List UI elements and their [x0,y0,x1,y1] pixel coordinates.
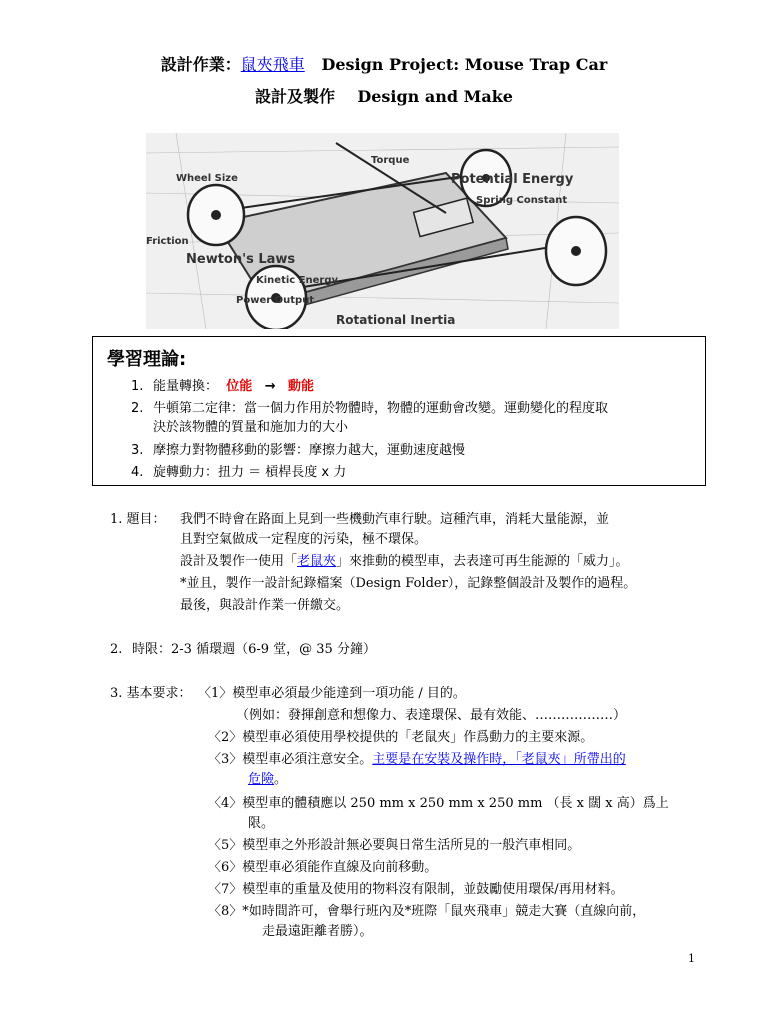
title-cn: 設計作業： [160,55,241,74]
theory-item-text: 能量轉換： [153,379,219,394]
topic-line-2: 且對空氣做成一定程度的污染，極不環保。 [180,532,428,547]
subtitle-cn: 設計及製作 [255,87,336,106]
requirement-3-text: 〈3〉模型車必須注意安全。 [208,752,373,767]
theory-item-number: 2. [131,401,144,416]
page-number: 1 [688,952,695,965]
label-wheel-size: Wheel Size [176,173,238,184]
sketch-svg [146,133,619,329]
label-friction: Friction [146,236,189,247]
potential-energy-term: 位能 [226,379,253,394]
requirement-1-example: （例如：發揮創意和想像力、表達環保、最有效能、………………） [236,708,627,723]
theory-item-text: 牛頓第二定律：當一個力作用於物體時，物體的運動會改變。運動變化的程度取 [153,401,609,416]
requirement-4: 〈4〉模型車的體積應以 250 mm x 250 mm x 250 mm （長 x 闊 x 高）爲上 [208,796,669,811]
section-1-label: 1. 題目： [110,512,166,527]
kinetic-energy-term: 動能 [288,379,315,394]
subtitle-en: Design and Make [357,87,513,106]
label-power-output: Power Output [236,295,315,306]
topic-line-3-end: 」來推動的模型車，去表達可再生能源的「威力」。 [336,554,629,569]
learning-theory-box [92,336,706,486]
section-2-label: 2. [110,642,123,657]
arrow-right-icon: → [264,379,276,394]
topic-line-3-start: 設計及製作一使用「 [180,554,298,569]
time-limit-text: 時限：2-3 循環週（6-9 堂，@ 35 分鐘） [132,642,376,657]
page-subtitle [0,84,768,107]
danger-link[interactable]: 危險 [248,772,275,787]
theory-item-number: 3. [131,443,144,458]
topic-line-5: 最後，與設計作業一併繳交。 [180,598,350,613]
theory-item-text-cont: 決於該物體的質量和施加力的大小 [153,420,349,435]
requirement-1: 〈1〉模型車必須最少能達到一項功能 / 目的。 [198,686,466,701]
requirement-2: 〈2〉模型車必須使用學校提供的「老鼠夾」作爲動力的主要來源。 [208,730,594,745]
requirement-4-cont: 限。 [248,816,275,831]
topic-line-4: *並且，製作一設計紀錄檔案（Design Folder），記錄整個設計及製作的過程。 [180,576,637,591]
mousetrap-link[interactable]: 老鼠夾 [297,554,337,569]
theory-item-text: 旋轉動力：扭力 ＝ 槓桿長度 x 力 [153,465,347,480]
requirement-3-cont [248,770,287,790]
topic-line-3 [180,552,629,572]
theory-item-number: 1. [131,379,144,394]
title-link[interactable]: 鼠夾飛車 [240,55,305,74]
label-kinetic-energy: Kinetic Energy [256,275,339,286]
requirement-3 [208,750,626,770]
label-rotational-inertia: Rotational Inertia [336,313,456,327]
mousetrap-car-sketch [146,133,619,329]
requirement-6: 〈6〉模型車必須能作直線及向前移動。 [208,860,438,875]
requirement-8-cont: 走最遠距離者勝）。 [262,924,373,939]
topic-line-1: 我們不時會在路面上見到一些機動汽車行駛。這種汽車，消耗大量能源，並 [180,512,610,527]
theory-item-text: 摩擦力對物體移動的影響：摩擦力越大，運動速度越慢 [153,443,466,458]
page-title [0,52,768,75]
requirement-5: 〈5〉模型車之外形設計無必要與日常生活所見的一般汽車相同。 [208,838,581,853]
theory-heading: 學習理論: [107,349,187,370]
theory-item-number: 4. [131,465,144,480]
label-spring-constant: Spring Constant [476,195,568,206]
section-3-label: 3. 基本要求： [110,686,192,701]
label-potential-energy: Potential Energy [451,172,574,187]
label-newtons-laws: Newton's Laws [186,252,296,267]
safety-link[interactable]: 主要是在安裝及操作時，「老鼠夾」所帶出的 [372,752,626,767]
requirement-8: 〈8〉*如時間許可，會舉行班內及*班際「鼠夾飛車」競走大賽（直線向前， [208,904,646,919]
requirement-3-end: 。 [274,772,288,787]
title-en: Design Project: Mouse Trap Car [321,55,608,74]
label-torque: Torque [371,155,410,166]
requirement-7: 〈7〉模型車的重量及使用的物料沒有限制，並鼓勵使用環保/再用材料。 [208,882,624,897]
